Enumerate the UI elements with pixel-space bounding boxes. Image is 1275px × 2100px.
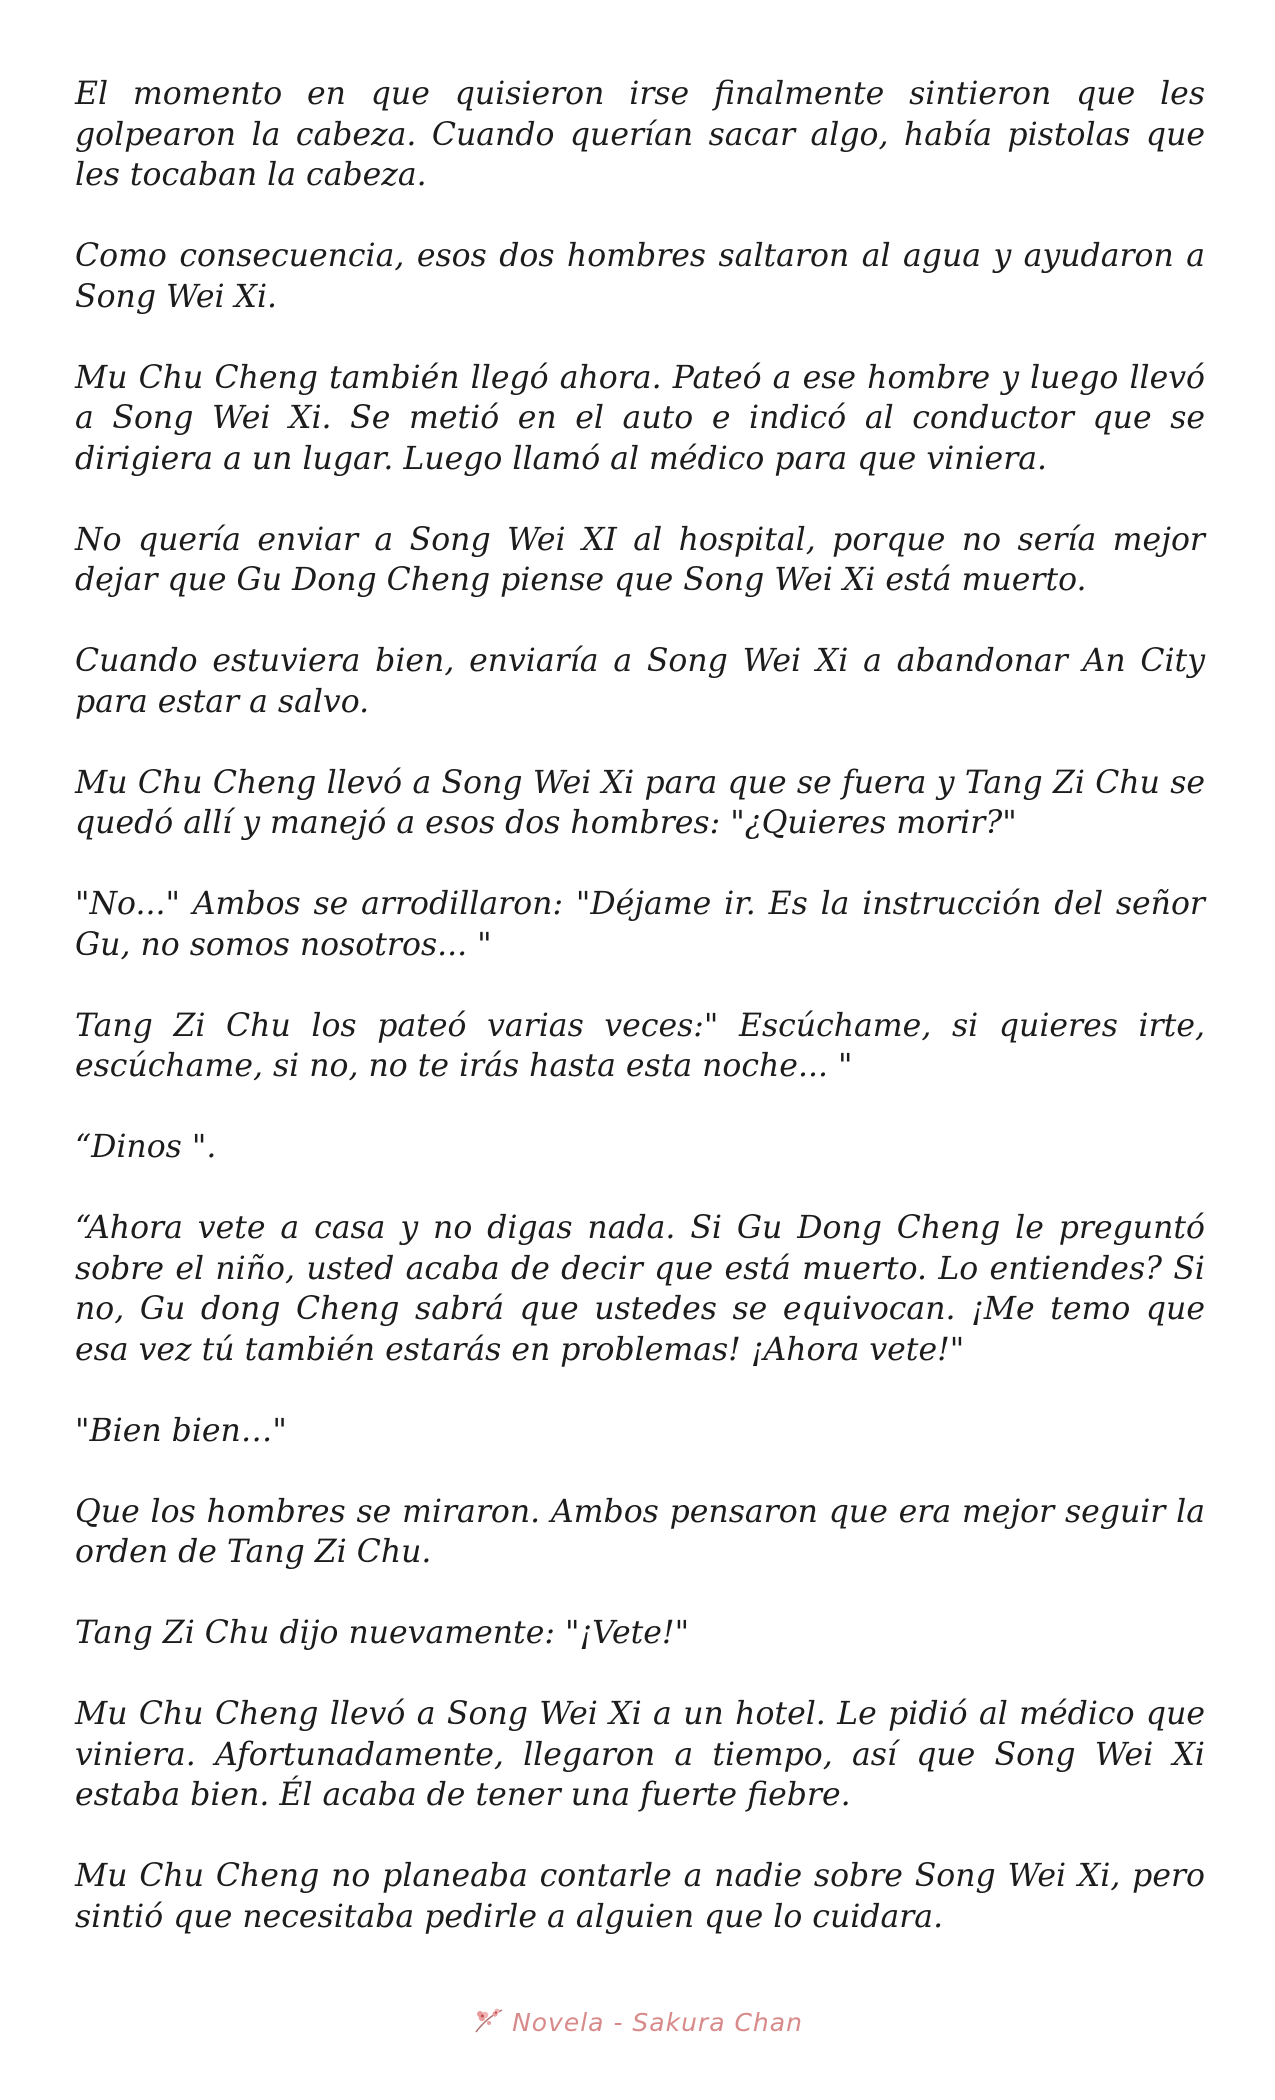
paragraph: Tang Zi Chu dijo nuevamente: "¡Vete!" — [75, 1615, 690, 1651]
paragraph: "Bien bien…" — [75, 1412, 287, 1449]
paragraph: Tang Zi Chu los pateó varias veces:" Escúchame, si quieres irte, escúchame, si no, no te irás hasta esta noche... " — [75, 1007, 1205, 1084]
footer-text: Novela - Sakura Chan — [512, 2008, 803, 2037]
paragraph: Mu Chu Cheng llevó a Song Wei Xi para que se fuera y Tang Zi Chu se quedó allí y manejó a esos dos hombres: "¿Quieres morir?" — [75, 764, 1205, 841]
document-body — [75, 74, 1205, 1937]
paragraph: Mu Chu Cheng también llegó ahora. Pateó a ese hombre y luego llevó a Song Wei Xi. Se metió en el auto e indicó al conductor que se dirigiera a un lugar. Luego llamó al médico para que viniera. — [75, 359, 1205, 477]
paragraph: Cuando estuviera bien, enviaría a Song Wei Xi a abandonar An City para estar a salvo. — [75, 643, 1205, 720]
paragraph: Que los hombres se miraron. Ambos pensaron que era mejor seguir la orden de Tang Zi Chu. — [75, 1493, 1205, 1570]
paragraph: "No..." Ambos se arrodillaron: "Déjame ir. Es la instrucción del señor Gu, no somos nosotros... " — [75, 886, 1205, 963]
sakura-flower-icon — [472, 2006, 506, 2042]
paragraph: Mu Chu Cheng no planeaba contarle a nadie sobre Song Wei Xi, pero sintió que necesitaba pedirle a alguien que lo cuidara. — [75, 1858, 1205, 1935]
paragraph: No quería enviar a Song Wei XI al hospital, porque no sería mejor dejar que Gu Dong Cheng piense que Song Wei Xi está muerto. — [75, 521, 1205, 598]
paragraph: “Ahora vete a casa y no digas nada. Si Gu Dong Cheng le preguntó sobre el niño, usted acaba de decir que está muerto. Lo entiendes? Si no, Gu dong Cheng sabrá que ustedes se equivocan. ¡Me temo que esa vez tú también estarás en problemas! ¡Ahora vete!" — [75, 1210, 1205, 1368]
paragraph: “Dinos ". — [75, 1129, 217, 1165]
paragraph: Como consecuencia, esos dos hombres saltaron al agua y ayudaron a Song Wei Xi. — [75, 238, 1205, 315]
paragraph: El momento en que quisieron irse finalmente sintieron que les golpearon la cabeza. Cuando querían sacar algo, había pistolas que les tocaban la cabeza. — [75, 76, 1205, 193]
footer-watermark — [0, 2006, 1275, 2042]
paragraph: Mu Chu Cheng llevó a Song Wei Xi a un hotel. Le pidió al médico que viniera. Afortunadamente, llegaron a tiempo, así que Song Wei Xi estaba bien. Él acaba de tener una fuerte fiebre. — [75, 1696, 1205, 1813]
